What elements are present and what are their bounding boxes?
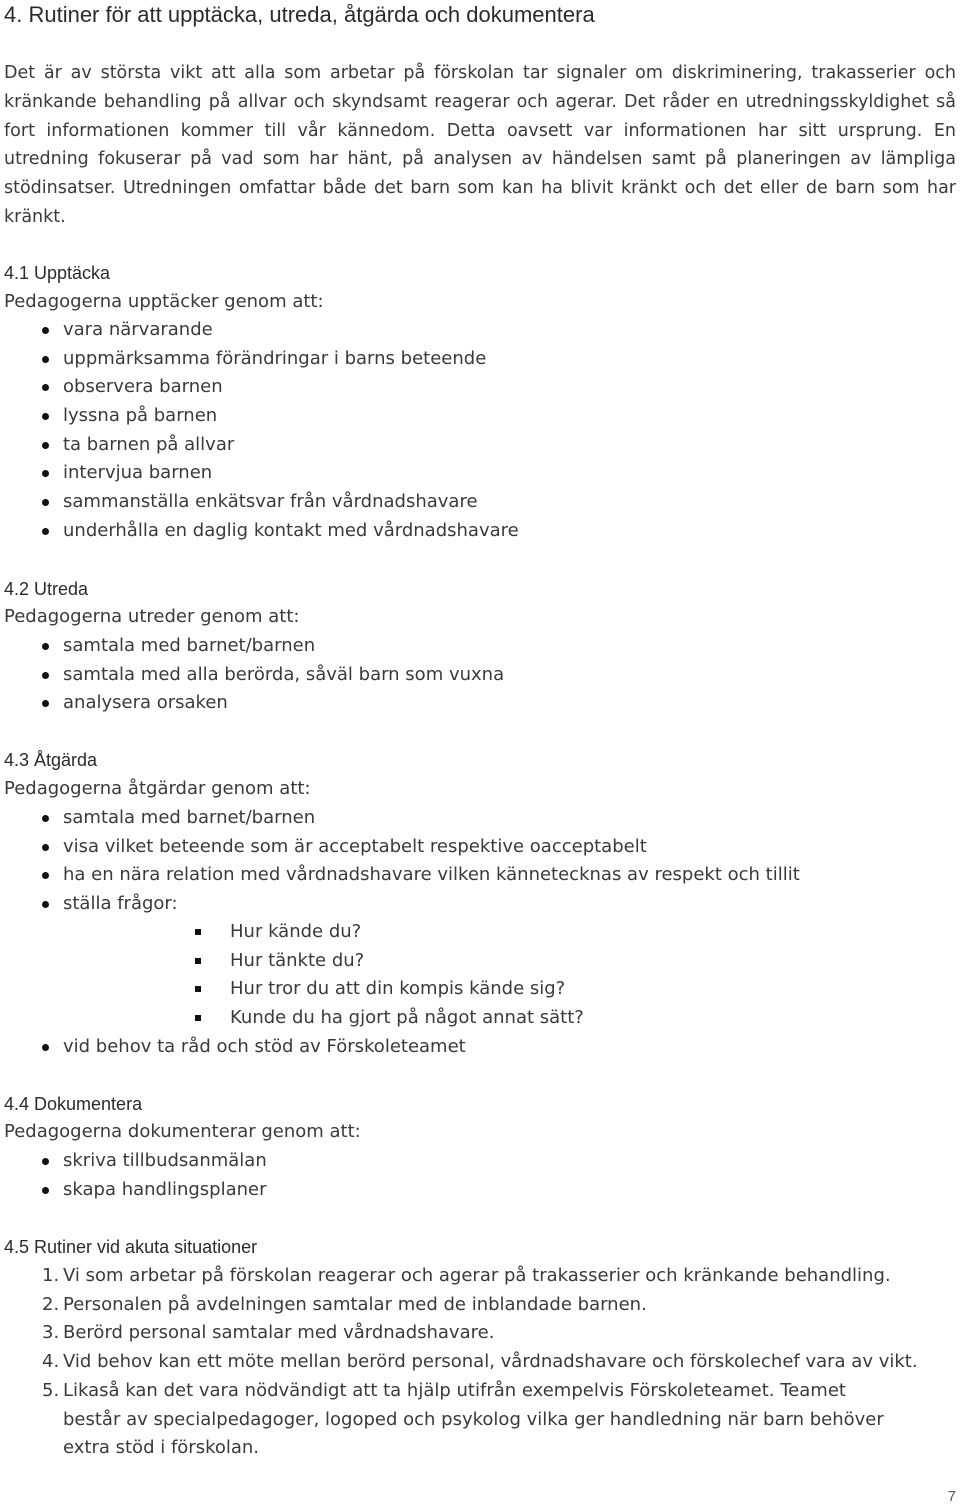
square-bullet-icon (195, 986, 201, 992)
numbered-item: 3. Berörd personal samtalar med vårdnadshavare. (42, 1322, 495, 1344)
bullet-icon (42, 413, 49, 420)
numbered-item: 1. Vi som arbetar på förskolan reagerar och agerar på trakasserier och kränkande behandling. (42, 1265, 891, 1286)
bullet-icon (42, 672, 49, 679)
bullet-icon (42, 844, 49, 851)
bullet-icon (42, 901, 49, 908)
section-lead-atgarda: Pedagogerna åtgärdar genom att: (4, 778, 311, 799)
section-title-akuta: 4.5 Rutiner vid akuta situationer (4, 1237, 258, 1257)
sub-question-list (4, 918, 584, 1033)
bullet-icon (42, 643, 49, 650)
bullet-icon (42, 356, 49, 363)
list-item: analysera orsaken (4, 689, 504, 718)
list-item: samtala med barnet/barnen (4, 632, 504, 661)
bullet-list-upptacka (4, 316, 519, 546)
bullet-icon (42, 872, 49, 879)
chapter-heading: 4. Rutiner för att upptäcka, utreda, åtgärda och dokumentera (4, 2, 595, 27)
bullet-icon (42, 499, 49, 506)
bullet-list-atgarda-continued (4, 1033, 466, 1062)
section-lead-upptacka: Pedagogerna upptäcker genom att: (4, 291, 324, 312)
bullet-list-atgarda (4, 804, 800, 919)
bullet-icon (42, 528, 49, 535)
bullet-list-utreda (4, 632, 504, 718)
intro-paragraph: Det är av största vikt att alla som arbetar på förskolan tar signaler om diskriminering, trakasserier och kränkande behandling på allvar och skyndsamt reagerar och agerar. Det råder en utredningsskyldighet så fort informationen kommer till vår kännedom. Detta oavsett var informationen har sitt ursprung. En utredning fokuserar på vad som har hänt, på analysen av händelsen samt på planeringen av lämpliga stödinsatser. Utredningen omfattar både det barn som kan ha blivit kränkt och det eller de barn som har kränkt. (4, 63, 956, 227)
bullet-icon (42, 384, 49, 391)
section-lead-dokumentera: Pedagogerna dokumenterar genom att: (4, 1121, 361, 1142)
list-item: uppmärksamma förändringar i barns beteende (4, 345, 519, 374)
bullet-icon (42, 815, 49, 822)
bullet-icon (42, 442, 49, 449)
list-item: ha en nära relation med vårdnadshavare vilken kännetecknas av respekt och tillit (4, 861, 800, 890)
sub-list-item: Hur tänkte du? (4, 947, 584, 976)
list-item: skapa handlingsplaner (4, 1176, 267, 1205)
bullet-icon (42, 1044, 49, 1051)
list-item: ta barnen på allvar (4, 431, 519, 460)
bullet-icon (42, 700, 49, 707)
bullet-icon (42, 470, 49, 477)
numbered-item: 4. Vid behov kan ett möte mellan berörd personal, vårdnadshavare och förskolechef vara av vikt. (42, 1351, 918, 1373)
sub-list-item: Hur kände du? (4, 918, 584, 947)
numbered-item: 5. Likaså kan det vara nödvändigt att ta hjälp utifrån exempelvis Förskoleteamet. Teamet består av specialpedagoger, logoped och psykolog vilka ger handledning när barn behöver extra stöd i förskolan. (42, 1379, 884, 1459)
list-item: vara närvarande (4, 316, 519, 345)
list-item: samtala med alla berörda, såväl barn som vuxna (4, 661, 504, 690)
section-title-upptacka: 4.1 Upptäcka (4, 263, 111, 283)
list-item: samtala med barnet/barnen (4, 804, 800, 833)
page-number: 7 (947, 1488, 956, 1505)
bullet-icon (42, 327, 49, 334)
bullet-icon (42, 1187, 49, 1194)
list-item: observera barnen (4, 373, 519, 402)
bullet-icon (42, 1158, 49, 1165)
section-title-atgarda: 4.3 Åtgärda (4, 750, 98, 770)
section-title-dokumentera: 4.4 Dokumentera (4, 1094, 143, 1114)
sub-list-item: Hur tror du att din kompis kände sig? (4, 975, 584, 1004)
list-item: ställa frågor: (4, 890, 800, 919)
numbered-item: 2. Personalen på avdelningen samtalar med de inblandade barnen. (42, 1293, 647, 1315)
bullet-list-dokumentera (4, 1147, 267, 1204)
sub-list-item: Kunde du ha gjort på något annat sätt? (4, 1004, 584, 1033)
list-item: skriva tillbudsanmälan (4, 1147, 267, 1176)
list-item: underhålla en daglig kontakt med vårdnadshavare (4, 517, 519, 546)
list-item: sammanställa enkätsvar från vårdnadshavare (4, 488, 519, 517)
square-bullet-icon (195, 929, 201, 935)
list-item: vid behov ta råd och stöd av Förskoleteamet (4, 1033, 466, 1062)
list-item: visa vilket beteende som är acceptabelt respektive oacceptabelt (4, 833, 800, 862)
square-bullet-icon (195, 958, 201, 964)
square-bullet-icon (195, 1015, 201, 1021)
section-lead-utreda: Pedagogerna utreder genom att: (4, 606, 300, 627)
section-title-utreda: 4.2 Utreda (4, 579, 89, 599)
list-item: lyssna på barnen (4, 402, 519, 431)
numbered-list-akuta (4, 1262, 956, 1463)
list-item: intervjua barnen (4, 459, 519, 488)
